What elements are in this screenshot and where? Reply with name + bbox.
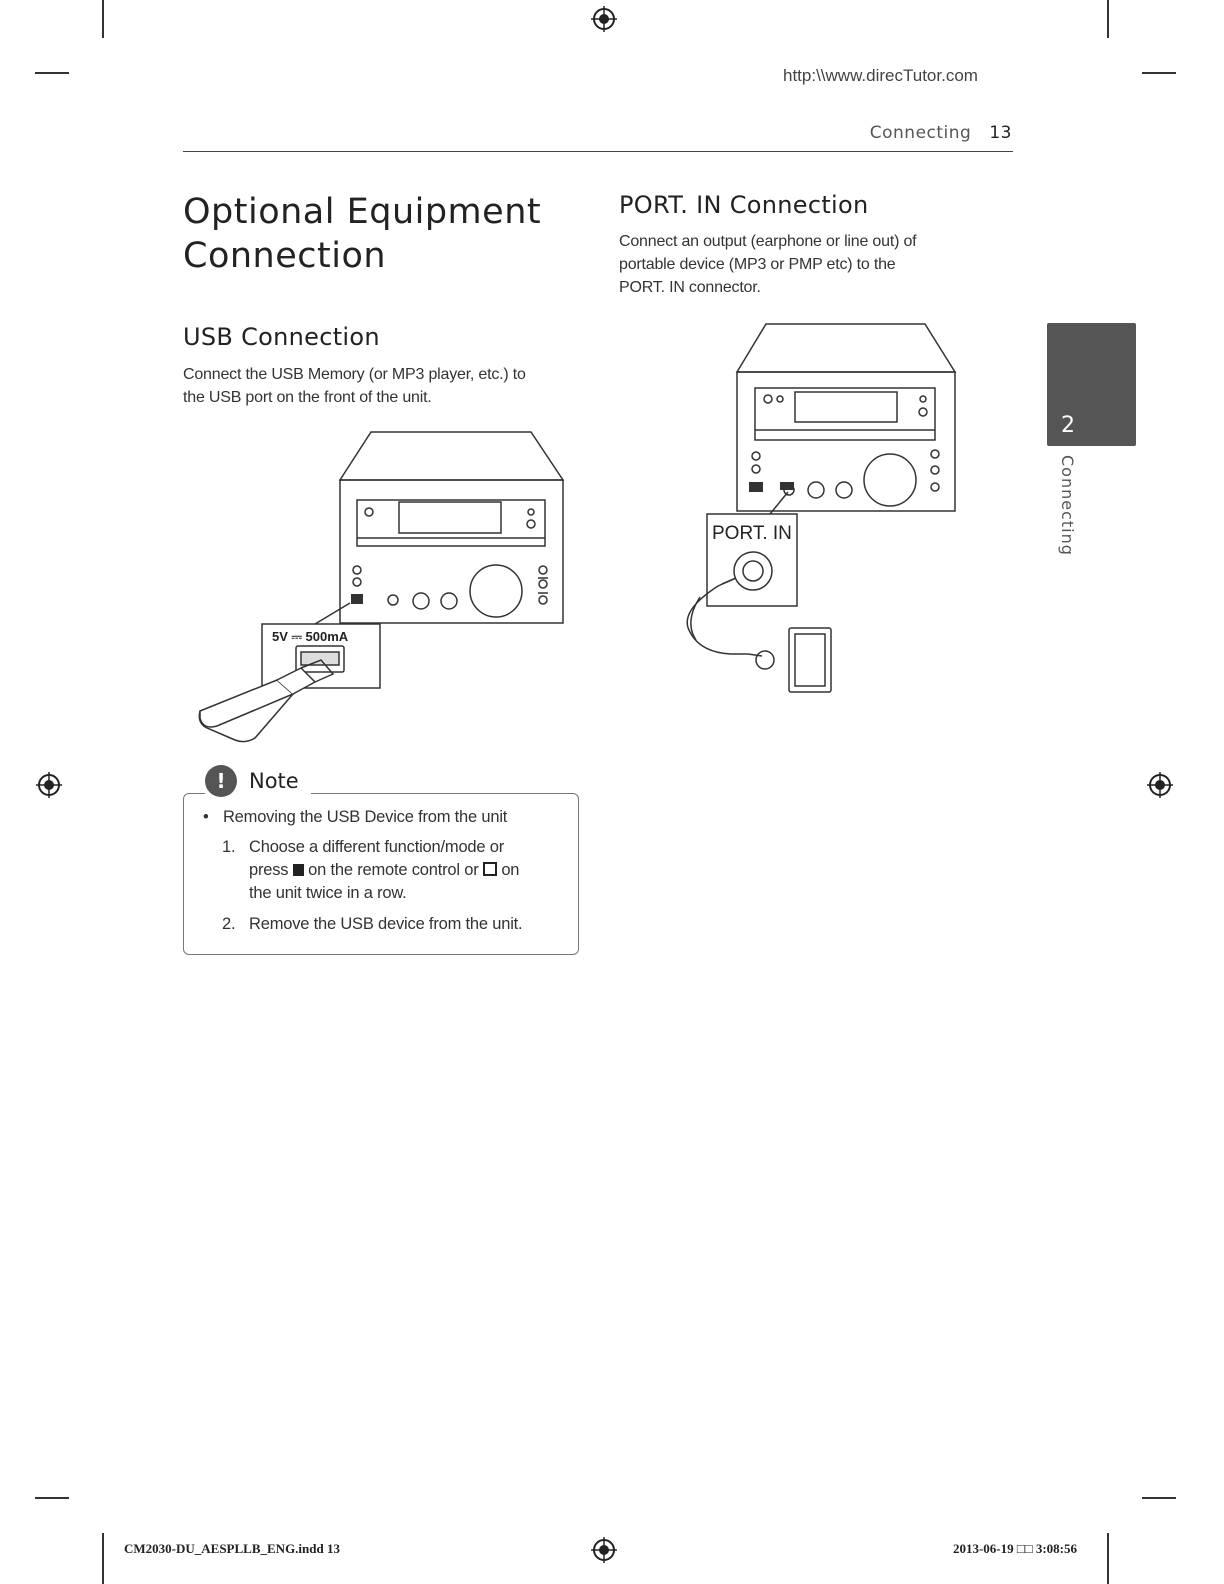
- crop-mark: [1107, 1533, 1109, 1584]
- crop-mark: [35, 1497, 69, 1499]
- crop-mark: [102, 0, 104, 38]
- note-title: [205, 764, 311, 798]
- note-step-1-text: Choose a different function/mode or press on the remote control or on the unit twice in a row.: [249, 838, 520, 902]
- header-rule: [183, 151, 1013, 152]
- port-in-illustration: [670, 322, 960, 702]
- note-step-2-text: Remove the USB device from the unit.: [249, 915, 523, 933]
- usb-connection-illustration: [195, 428, 570, 748]
- port-in-description: Connect an output (earphone or line out) of portable device (MP3 or PMP etc) to the PORT. IN connector.: [619, 233, 917, 296]
- page-title: Optional Equipment Connection: [183, 192, 542, 276]
- usb-description: Connect the USB Memory (or MP3 player, etc.) to the USB port on the front of the unit.: [183, 366, 526, 406]
- chapter-number: 2: [1061, 413, 1075, 438]
- crop-mark: [35, 72, 69, 74]
- stop-outline-icon: [483, 862, 497, 876]
- usb-spec-label: 5V ⎓ 500mA: [272, 629, 349, 644]
- running-header: [870, 123, 1012, 143]
- registration-mark-icon: [591, 1537, 617, 1563]
- stop-filled-icon: [293, 864, 304, 876]
- note-step-2: 2.: [222, 915, 236, 933]
- note-label: Note: [249, 769, 299, 793]
- crop-mark: [1142, 72, 1176, 74]
- usb-heading: USB Connection: [183, 323, 380, 351]
- registration-mark-icon: [1147, 772, 1173, 798]
- footer-filename: CM2030-DU_AESPLLB_ENG.indd 13: [124, 1541, 340, 1556]
- registration-mark-icon: [36, 772, 62, 798]
- chapter-tab-label: Connecting: [1058, 455, 1077, 556]
- crop-mark: [1107, 0, 1109, 38]
- note-step-1: 1.: [222, 838, 236, 856]
- registration-mark-icon: [591, 6, 617, 32]
- note-bullet: • Removing the USB Device from the unit: [203, 808, 508, 826]
- footer-timestamp: 2013-06-19 □□ 3:08:56: [952, 1541, 1077, 1556]
- exclamation-icon: !: [205, 765, 237, 797]
- crop-mark: [102, 1533, 104, 1584]
- section-name: Connecting: [869, 123, 972, 143]
- note-bullet-text: Removing the USB Device from the unit: [222, 808, 508, 826]
- crop-mark: [1142, 1497, 1176, 1499]
- page-number: 13: [989, 123, 1012, 143]
- port-in-callout-label: PORT. IN: [712, 523, 792, 544]
- source-url: http:\\www.direcTutor.com: [783, 66, 978, 85]
- port-in-heading: PORT. IN Connection: [619, 191, 869, 219]
- chapter-tab: [1047, 323, 1136, 446]
